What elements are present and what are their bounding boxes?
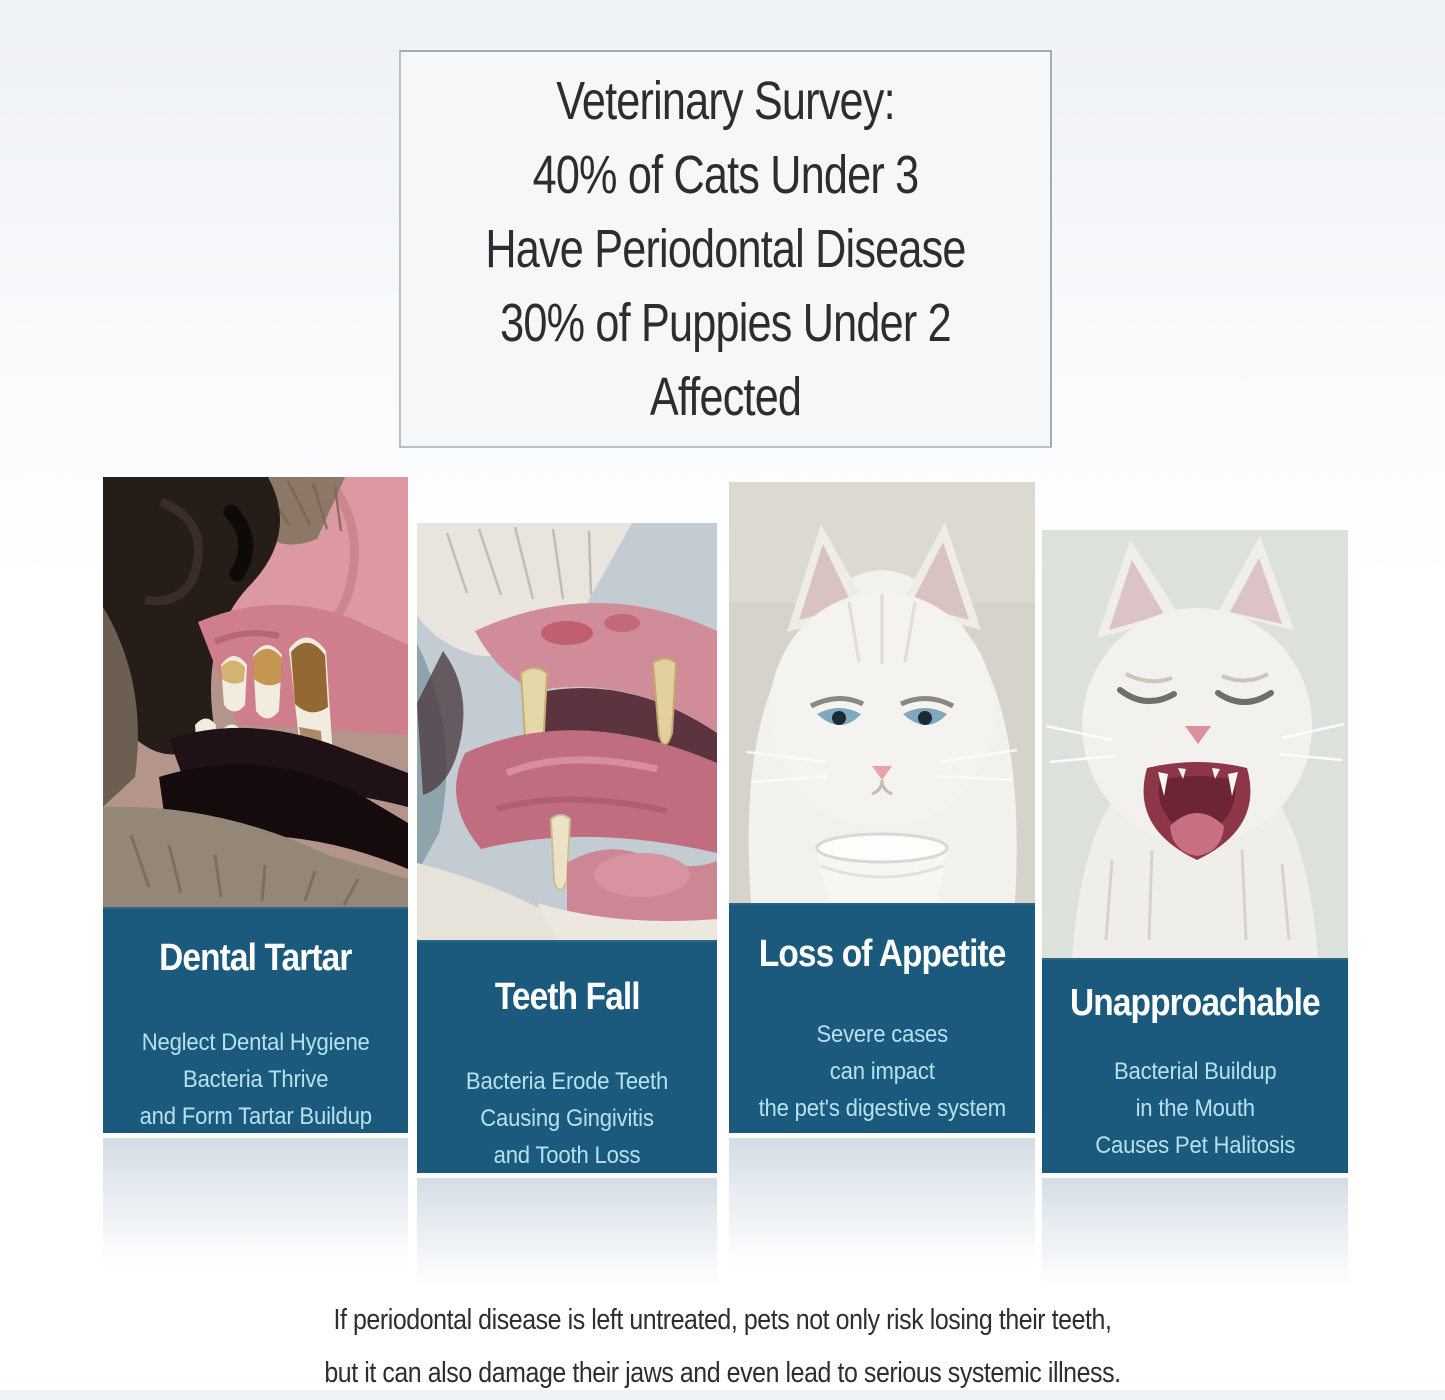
dog-tartar-illustration <box>103 477 408 907</box>
card-body-line: Severe cases <box>816 1021 948 1048</box>
card-body-line: Causing Gingivitis <box>480 1105 654 1132</box>
card-reflection <box>417 1178 717 1304</box>
card-body <box>104 1024 407 1135</box>
card-body-line: Bacteria Erode Teeth <box>465 1068 669 1095</box>
card-title: Loss of Appetite <box>758 933 1006 975</box>
card-reflection <box>729 1138 1035 1286</box>
footer-line: If periodontal disease is left untreated, pets not only risk losing their teeth, <box>333 1304 1112 1336</box>
survey-line: Affected <box>649 367 802 427</box>
card-unapproachable <box>1042 530 1348 1304</box>
cat-tooth-loss-illustration <box>417 523 717 940</box>
survey-line: Have Periodontal Disease <box>485 219 966 279</box>
cat-appetite-photo <box>729 482 1035 903</box>
card-panel <box>417 940 717 1173</box>
survey-line: 30% of Puppies Under 2 <box>500 293 951 353</box>
survey-line: 40% of Cats Under 3 <box>532 145 919 205</box>
card-body-line: the pet's digestive system <box>758 1095 1006 1122</box>
card-panel <box>1042 958 1348 1173</box>
dog-tartar-photo <box>103 477 408 907</box>
cat-appetite-illustration <box>729 482 1035 903</box>
survey-stats-text <box>466 64 985 434</box>
card-title: Teeth Fall <box>494 976 640 1018</box>
footer-note <box>0 1294 1445 1400</box>
cat-tooth-loss-photo <box>417 523 717 940</box>
card-body <box>418 1063 716 1174</box>
card-body <box>730 1016 1034 1127</box>
survey-line: Veterinary Survey: <box>556 71 895 131</box>
card-reflection <box>103 1138 408 1286</box>
card-teeth-fall <box>417 523 717 1304</box>
footer-line: but it can also damage their jaws and even lead to serious systemic illness. <box>324 1357 1121 1389</box>
card-reflection <box>1042 1178 1348 1304</box>
card-body-line: and Tooth Loss <box>493 1142 641 1169</box>
card-body-line: and Form Tartar Buildup <box>139 1103 372 1130</box>
survey-stats-box <box>399 50 1052 448</box>
card-panel <box>103 907 408 1133</box>
cat-hissing-illustration <box>1042 530 1348 958</box>
card-title: Unapproachable <box>1070 982 1320 1024</box>
card-body-line: Bacterial Buildup <box>1113 1058 1277 1085</box>
card-loss-of-appetite <box>729 482 1035 1286</box>
card-body-line: Bacteria Thrive <box>182 1066 329 1093</box>
card-body <box>1043 1053 1347 1164</box>
cat-hissing-photo <box>1042 530 1348 958</box>
card-dental-tartar <box>103 477 408 1286</box>
card-body-line: Causes Pet Halitosis <box>1094 1132 1296 1159</box>
card-body-line: Neglect Dental Hygiene <box>141 1029 370 1056</box>
card-body-line: in the Mouth <box>1135 1095 1255 1122</box>
card-panel <box>729 903 1035 1133</box>
card-body-line: can impact <box>829 1058 935 1085</box>
card-title: Dental Tartar <box>159 937 352 979</box>
